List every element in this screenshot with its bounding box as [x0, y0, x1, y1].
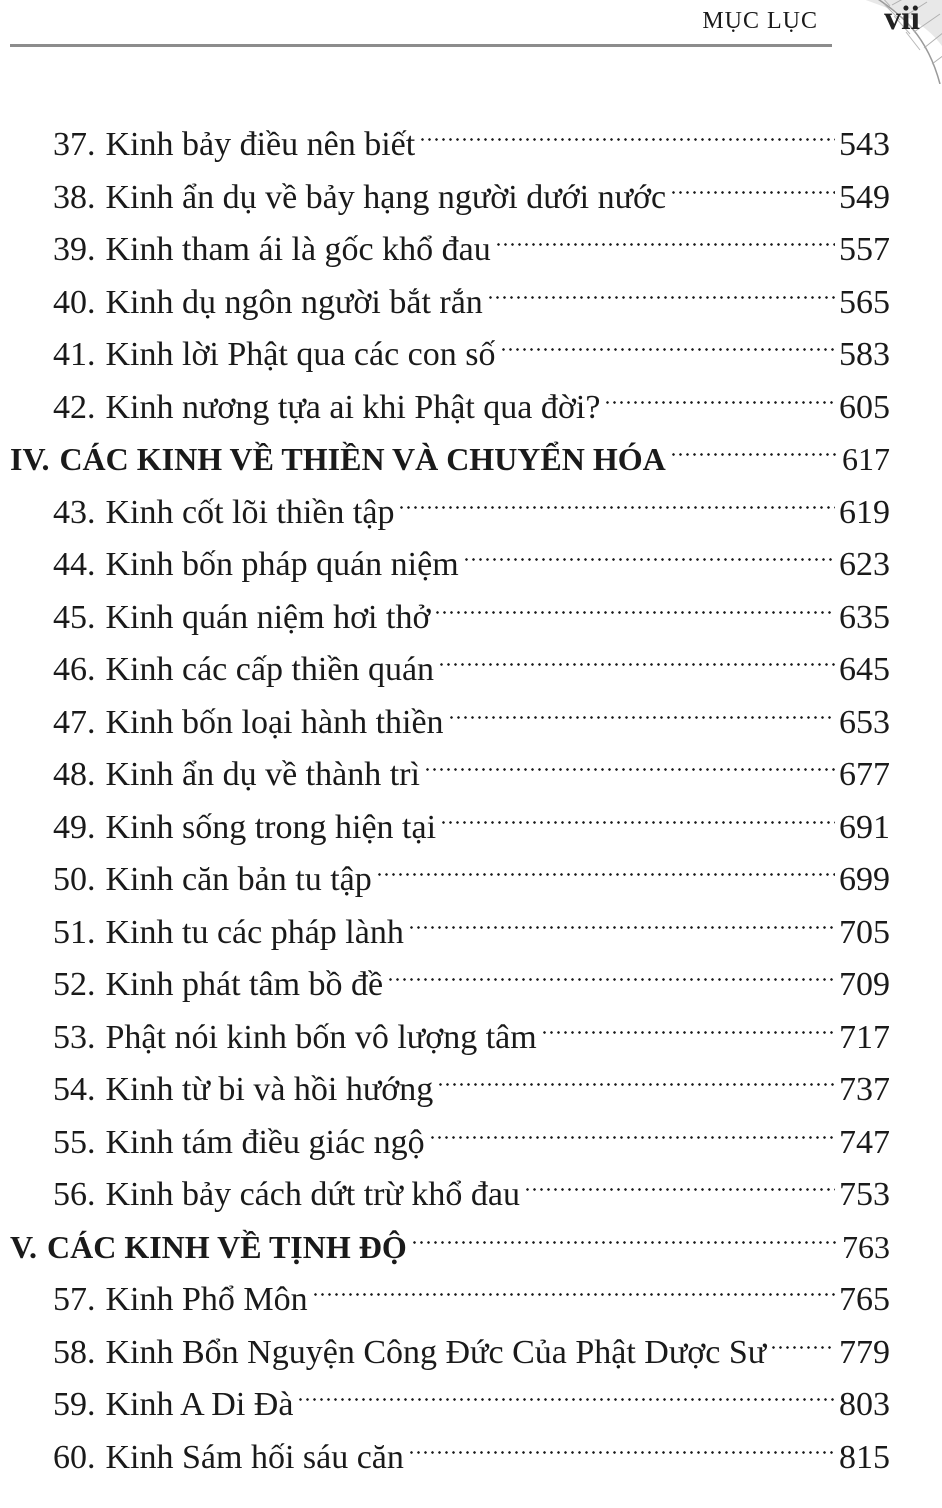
toc-number: V.	[10, 1228, 37, 1265]
dot-leader	[670, 156, 835, 208]
toc-title-text: Kinh A Di Đà	[105, 1386, 294, 1423]
toc-entry-row	[0, 996, 942, 1056]
toc-title-text: Kinh dụ ngôn người bắt rắn	[105, 283, 483, 321]
toc-page-number: 779	[839, 1333, 890, 1371]
toc-title-text: Kinh bảy điều nên biết	[105, 126, 416, 163]
toc-title-text: Kinh Phổ Môn	[105, 1281, 308, 1318]
dot-leader	[440, 786, 835, 838]
toc-page-number: 717	[839, 1018, 890, 1056]
toc-entry-row	[0, 313, 942, 373]
toc-entry-row	[0, 786, 942, 846]
dot-leader	[541, 996, 835, 1048]
toc-entry-row	[0, 366, 942, 426]
toc-number: 44.	[53, 546, 96, 583]
toc-number: 47.	[53, 703, 96, 741]
dot-leader	[448, 681, 835, 733]
toc-number: 48.	[53, 756, 96, 793]
toc-number: 53.	[53, 1018, 96, 1056]
dot-leader	[670, 418, 838, 470]
toc-entry-row	[0, 733, 942, 793]
toc-entry	[53, 996, 890, 1056]
toc-number: 41.	[53, 336, 96, 373]
toc-entry	[53, 471, 890, 531]
toc-page-number: 549	[839, 178, 890, 216]
toc-number: 42.	[53, 388, 96, 426]
dot-leader	[398, 471, 835, 523]
toc-title-text: Kinh bốn pháp quán niệm	[105, 546, 459, 583]
toc-page-number: 677	[839, 756, 890, 793]
toc-entry	[53, 1311, 890, 1371]
toc-entry	[53, 681, 890, 741]
dot-leader	[297, 1363, 835, 1415]
toc-page-number: 815	[839, 1438, 890, 1476]
toc-number: 38.	[53, 178, 96, 216]
dot-leader	[463, 523, 835, 575]
toc-entry	[53, 261, 890, 321]
toc-entry	[10, 418, 890, 477]
toc-entry-row	[0, 891, 942, 951]
toc-entry	[53, 786, 890, 846]
toc-entry-row	[0, 208, 942, 268]
toc-number: 51.	[53, 913, 96, 951]
toc-title-text: Kinh căn bản tu tập	[105, 861, 372, 898]
toc-page-number: 623	[839, 546, 890, 583]
toc-entry-row	[0, 471, 942, 531]
toc-title-text: Kinh tám điều giác ngộ	[105, 1123, 425, 1161]
page-folio: vii	[884, 0, 920, 37]
toc-page-number: 619	[839, 493, 890, 531]
toc-entry	[53, 943, 890, 1003]
toc-page-number: 747	[839, 1123, 890, 1161]
toc-entry	[53, 156, 890, 216]
toc-number: 55.	[53, 1123, 96, 1161]
toc-page-number: 543	[839, 126, 890, 163]
toc-number: 43.	[53, 493, 96, 531]
toc-entry	[53, 523, 890, 583]
toc-number: 58.	[53, 1333, 96, 1371]
toc-number: 59.	[53, 1386, 96, 1423]
toc-entry-row	[0, 523, 942, 583]
toc-title-text: Kinh cốt lõi thiền tập	[105, 493, 395, 531]
toc-number: 49.	[53, 808, 96, 846]
toc-entry-row	[0, 943, 942, 1003]
dot-leader	[438, 628, 835, 680]
toc-page-number: 557	[839, 231, 890, 268]
toc-entry-row	[0, 576, 942, 636]
dot-leader	[419, 103, 835, 155]
toc-page-number: 705	[839, 913, 890, 951]
toc-page-number: 753	[839, 1176, 890, 1213]
toc-entry	[53, 313, 890, 373]
toc-title-text: Kinh các cấp thiền quán	[105, 651, 435, 688]
dot-leader	[495, 208, 835, 260]
toc-page-number: 645	[839, 651, 890, 688]
dot-leader	[434, 576, 835, 628]
toc-title-text: Kinh quán niệm hơi thở	[105, 598, 431, 636]
toc-number: 37.	[53, 126, 96, 163]
toc-page-number: 617	[842, 441, 890, 477]
dot-leader	[424, 733, 835, 785]
toc-title-text: Kinh từ bi và hồi hướng	[105, 1071, 434, 1108]
toc-title-text: Phật nói kinh bốn vô lượng tâm	[105, 1018, 537, 1056]
toc-entry	[53, 103, 890, 163]
toc-number: 46.	[53, 651, 96, 688]
toc-page-number: 763	[842, 1228, 890, 1265]
toc-page-number: 765	[839, 1281, 890, 1318]
toc-entry	[53, 1048, 890, 1108]
toc-number: IV.	[10, 441, 50, 477]
toc-entry	[53, 208, 890, 268]
toc-title-text: Kinh ẩn dụ về bảy hạng người dưới nước	[105, 178, 667, 216]
dot-leader	[408, 1416, 835, 1468]
toc-entry-row	[0, 628, 942, 688]
toc-page-number: 699	[839, 861, 890, 898]
toc-entry-row	[0, 156, 942, 216]
toc-entry	[53, 838, 890, 898]
toc-entry	[10, 1206, 890, 1265]
toc-page-number: 653	[839, 703, 890, 741]
toc-title-text: CÁC KINH VỀ THIỀN VÀ CHUYỂN HÓA	[59, 441, 666, 477]
toc-title-text: Kinh tu các pháp lành	[105, 913, 404, 951]
toc-entry-row	[0, 1048, 942, 1108]
dot-leader	[500, 313, 835, 365]
toc-entry	[53, 1416, 890, 1476]
toc-entry	[53, 1363, 890, 1423]
toc-entry-row	[0, 1363, 942, 1423]
toc-entry	[53, 628, 890, 688]
toc-number: 40.	[53, 283, 96, 321]
toc-section-row	[0, 1206, 942, 1265]
toc-title-text: Kinh ẩn dụ về thành trì	[105, 756, 420, 793]
dot-leader	[770, 1311, 835, 1363]
toc-title	[53, 1432, 404, 1484]
dot-leader	[487, 261, 835, 313]
toc-page-number: 635	[839, 598, 890, 636]
toc-title-text: Kinh nương tựa ai khi Phật qua đời?	[105, 388, 601, 426]
toc-title-text: CÁC KINH VỀ TỊNH ĐỘ	[46, 1228, 407, 1265]
toc-entry	[53, 733, 890, 793]
running-title: MỤC LỤC	[702, 8, 818, 34]
toc-number: 52.	[53, 966, 96, 1003]
toc-entry	[53, 1153, 890, 1213]
toc-number: 39.	[53, 231, 96, 268]
toc-number: 56.	[53, 1176, 96, 1213]
toc-title-text: Kinh tham ái là gốc khổ đau	[105, 231, 491, 268]
dot-leader	[312, 1258, 835, 1310]
dot-leader	[408, 891, 835, 943]
dot-leader	[429, 1101, 835, 1153]
dot-leader	[411, 1206, 838, 1258]
dot-leader	[524, 1153, 835, 1205]
toc-entry-row	[0, 1153, 942, 1213]
toc-entry	[53, 366, 890, 426]
dot-leader	[604, 366, 835, 418]
toc-number: 57.	[53, 1281, 96, 1318]
toc-section-row	[0, 418, 942, 477]
toc-title-text: Kinh bốn loại hành thiền	[105, 703, 444, 741]
toc-number: 50.	[53, 861, 96, 898]
toc-entry	[53, 1101, 890, 1161]
toc-entry-row	[0, 681, 942, 741]
toc-entry-row	[0, 1101, 942, 1161]
toc-number: 45.	[53, 598, 96, 636]
dot-leader	[376, 838, 835, 890]
toc-page-number: 737	[839, 1071, 890, 1108]
toc-title-text: Kinh lời Phật qua các con số	[105, 336, 496, 373]
toc-entry-row	[0, 1416, 942, 1476]
toc-entry-row	[0, 1311, 942, 1371]
toc-entry	[53, 891, 890, 951]
toc-page-number: 691	[839, 808, 890, 846]
dot-leader	[387, 943, 835, 995]
toc-page-number: 803	[839, 1386, 890, 1423]
toc-entry-row	[0, 1258, 942, 1318]
toc-page-number: 709	[839, 966, 890, 1003]
toc-entry	[53, 576, 890, 636]
toc-page-number: 583	[839, 336, 890, 373]
toc-page-number: 565	[839, 283, 890, 321]
toc-number: 54.	[53, 1071, 96, 1108]
toc-entry-row	[0, 838, 942, 898]
toc-entry-row	[0, 261, 942, 321]
toc-number: 60.	[53, 1438, 96, 1476]
dot-leader	[437, 1048, 835, 1100]
toc-title-text: Kinh Sám hối sáu căn	[105, 1438, 404, 1476]
toc-title-text: Kinh sống trong hiện tại	[105, 808, 437, 846]
toc-entry-row	[0, 103, 942, 163]
toc-title-text: Kinh Bổn Nguyện Công Đức Của Phật Dược Sư	[105, 1333, 767, 1371]
toc-title-text: Kinh bảy cách dứt trừ khổ đau	[105, 1176, 521, 1213]
toc-page-number: 605	[839, 388, 890, 426]
toc-entry	[53, 1258, 890, 1318]
toc-title-text: Kinh phát tâm bồ đề	[105, 966, 384, 1003]
header-rule	[10, 44, 832, 47]
